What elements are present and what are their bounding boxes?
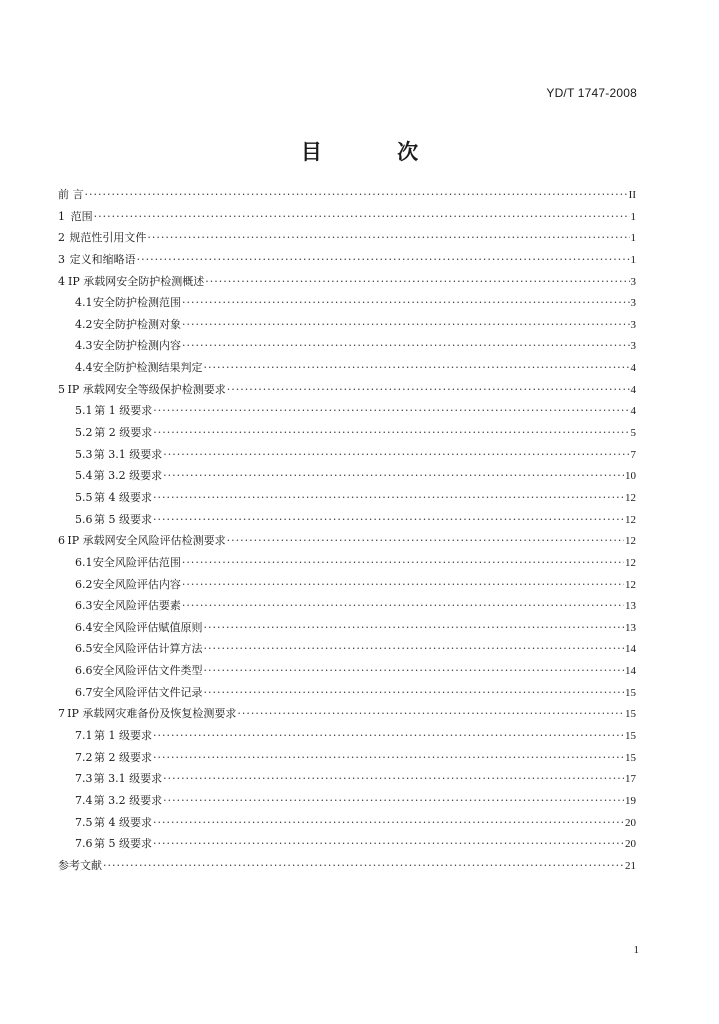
toc-entry-title: 第 4 级要求: [93, 815, 152, 829]
toc-entry[interactable]: [58, 790, 636, 812]
toc-entry-title: 安全风险评估范围: [92, 555, 181, 569]
toc-dot-leader: [163, 768, 624, 790]
toc-dot-leader: [163, 790, 624, 812]
toc-entry-title: 范围: [70, 209, 93, 223]
toc-entry-number: 5.4: [75, 469, 93, 483]
toc-entry-number: 5.1: [75, 404, 93, 418]
toc-entry-page: 3: [630, 340, 636, 353]
toc-entry-title: 前 言: [58, 188, 84, 201]
toc-entry-title: 安全防护检测内容: [93, 339, 182, 353]
toc-entry-title: 第 2 级要求: [93, 750, 152, 764]
toc-dot-leader: [163, 444, 629, 466]
toc-entry-page: 12: [625, 556, 636, 569]
toc-entry-page: II: [628, 189, 636, 201]
document-code: YD/T 1747-2008: [546, 86, 637, 100]
toc-dot-leader: [204, 638, 625, 660]
toc-entry[interactable]: [58, 703, 636, 725]
toc-dot-leader: [85, 184, 628, 206]
toc-dot-leader: [182, 314, 629, 336]
toc-entry[interactable]: [58, 638, 636, 660]
toc-entry-number: 5.2: [75, 426, 93, 440]
toc-dot-leader: [204, 617, 625, 639]
toc-dot-leader: [204, 660, 625, 682]
toc-entry[interactable]: [58, 400, 636, 422]
toc-entry-title: 安全防护检测结果判定: [92, 361, 203, 375]
toc-dot-leader: [153, 422, 629, 444]
toc-entry-title: 第 3.1 级要求: [93, 447, 163, 461]
toc-entry-page: 19: [625, 794, 636, 807]
toc-entry[interactable]: [58, 292, 636, 314]
toc-entry-title: 规范性引用文件: [69, 231, 147, 245]
toc-entry-title: IP 承载网灾难备份及恢复检测要求: [67, 707, 237, 721]
toc-dot-leader: [153, 812, 624, 834]
toc-entry-page: 21: [625, 859, 636, 872]
toc-dot-leader: [153, 725, 624, 747]
toc-entry[interactable]: [58, 574, 636, 596]
toc-entry-title: 定义和缩略语: [69, 252, 136, 266]
toc-entry-title: 安全防护检测对象: [93, 317, 182, 331]
toc-entry-number: 7.2: [75, 750, 93, 764]
toc-entry-number: 6.5: [75, 642, 93, 656]
toc-entry-page: 20: [625, 816, 636, 829]
table-of-contents: [58, 184, 636, 877]
toc-entry-page: 14: [625, 643, 636, 656]
toc-entry[interactable]: [58, 812, 636, 834]
toc-entry-page: 1: [630, 253, 636, 266]
toc-entry-title: 第 3.2 级要求: [93, 793, 163, 807]
toc-entry[interactable]: [58, 552, 636, 574]
toc-entry-page: 12: [625, 491, 636, 504]
toc-entry[interactable]: [58, 271, 636, 293]
page-title: 目 次: [300, 140, 453, 164]
toc-entry[interactable]: [58, 487, 636, 509]
toc-dot-leader: [205, 271, 629, 293]
toc-entry-page: 3: [630, 297, 636, 310]
toc-entry-title: 第 1 级要求: [93, 729, 152, 743]
toc-entry-number: 6.3: [75, 599, 93, 613]
toc-entry-page: 4: [630, 383, 636, 396]
toc-entry[interactable]: [58, 768, 636, 790]
toc-dot-leader: [153, 833, 624, 855]
toc-dot-leader: [204, 357, 630, 379]
toc-entry-number: 3: [58, 252, 65, 266]
toc-dot-leader: [137, 249, 630, 271]
toc-entry-page: 4: [630, 362, 636, 375]
toc-entry[interactable]: [58, 444, 636, 466]
toc-entry-number: 7.6: [75, 837, 93, 851]
toc-entry-title: 安全风险评估文件记录: [92, 685, 203, 699]
toc-entry-title: IP 承载网安全风险评估检测要求: [67, 534, 226, 548]
toc-entry-title: 安全风险评估赋值原则: [92, 620, 203, 634]
toc-entry[interactable]: [58, 855, 636, 877]
toc-entry[interactable]: [58, 465, 636, 487]
toc-entry[interactable]: [58, 314, 636, 336]
toc-entry-page: 15: [625, 686, 636, 699]
toc-dot-leader: [227, 379, 630, 401]
toc-entry-number: 4.3: [75, 339, 93, 353]
toc-dot-leader: [103, 855, 624, 877]
toc-dot-leader: [182, 595, 624, 617]
toc-dot-leader: [182, 292, 629, 314]
toc-entry-title: 安全风险评估文件类型: [92, 664, 203, 678]
toc-entry[interactable]: [58, 335, 636, 357]
toc-entry[interactable]: [58, 595, 636, 617]
toc-dot-leader: [147, 227, 629, 249]
toc-entry-page: 12: [625, 578, 636, 591]
toc-entry-title: 安全风险评估要素: [92, 599, 181, 613]
toc-entry-number: 1: [58, 209, 65, 223]
toc-entry-number: 2: [58, 231, 65, 245]
toc-entry-title: 第 5 级要求: [93, 512, 152, 526]
toc-entry-page: 4: [630, 405, 636, 418]
toc-entry-title: 第 2 级要求: [94, 426, 153, 440]
toc-entry-page: 17: [625, 773, 636, 786]
toc-entry-number: 6.6: [75, 664, 93, 678]
toc-entry-title: 第 3.1 级要求: [93, 772, 163, 786]
toc-entry[interactable]: [58, 725, 636, 747]
toc-entry[interactable]: [58, 530, 636, 552]
toc-entry[interactable]: [58, 422, 636, 444]
toc-entry-number: 6: [58, 534, 65, 548]
page-number: 1: [633, 944, 639, 956]
toc-entry-number: 4.1: [75, 296, 93, 310]
toc-entry[interactable]: [58, 357, 636, 379]
toc-dot-leader: [153, 509, 624, 531]
toc-entry-number: 5.5: [75, 490, 93, 504]
toc-entry-title: 第 3.2 级要求: [93, 469, 163, 483]
toc-dot-leader: [227, 530, 624, 552]
toc-entry[interactable]: [58, 617, 636, 639]
toc-dot-leader: [182, 552, 624, 574]
toc-entry-number: 7.5: [75, 815, 93, 829]
toc-entry-page: 1: [630, 232, 636, 245]
toc-dot-leader: [204, 682, 625, 704]
toc-entry[interactable]: [58, 249, 636, 271]
toc-entry-number: 7: [58, 707, 65, 721]
toc-entry[interactable]: [58, 660, 636, 682]
toc-entry-page: 20: [625, 838, 636, 851]
toc-entry[interactable]: [58, 833, 636, 855]
toc-entry-page: 12: [625, 535, 636, 548]
toc-entry-number: 6.7: [75, 685, 93, 699]
toc-entry-number: 6.2: [75, 577, 93, 591]
toc-entry[interactable]: [58, 509, 636, 531]
toc-entry-number: 4: [58, 274, 65, 288]
toc-entry-page: 15: [625, 730, 636, 743]
toc-dot-leader: [153, 400, 629, 422]
toc-entry-title: 参考文献: [58, 858, 102, 872]
toc-entry-page: 3: [630, 318, 636, 331]
toc-dot-leader: [182, 574, 624, 596]
toc-entry-page: 13: [625, 600, 636, 613]
toc-entry-page: 1: [630, 210, 636, 223]
toc-entry-title: IP 承载网安全等级保护检测要求: [67, 382, 226, 396]
toc-entry-number: 5.3: [75, 447, 93, 461]
toc-entry-title: 安全防护检测范围: [93, 296, 182, 310]
toc-entry-page: 10: [625, 470, 636, 483]
toc-entry-page: 14: [625, 665, 636, 678]
toc-entry-title: 安全风险评估计算方法: [92, 642, 203, 656]
toc-entry-title: 第 1 级要求: [94, 404, 153, 418]
toc-dot-leader: [163, 465, 624, 487]
toc-entry-title: IP 承载网安全防护检测概述: [68, 274, 205, 288]
toc-entry[interactable]: [58, 379, 636, 401]
toc-entry[interactable]: [58, 184, 636, 206]
toc-entry-title: 第 5 级要求: [93, 837, 152, 851]
toc-dot-leader: [94, 206, 630, 228]
toc-entry[interactable]: [58, 747, 636, 769]
toc-entry-number: 5: [58, 382, 65, 396]
toc-entry-number: 6.4: [75, 620, 93, 634]
toc-entry-number: 7.4: [75, 793, 93, 807]
toc-entry-number: 4.4: [75, 361, 93, 375]
toc-entry-page: 15: [625, 708, 636, 721]
toc-entry-number: 5.6: [75, 512, 93, 526]
toc-entry-page: 7: [630, 448, 636, 461]
toc-entry-number: 6.1: [75, 555, 93, 569]
toc-entry-title: 安全风险评估内容: [92, 577, 181, 591]
toc-entry-page: 12: [625, 513, 636, 526]
toc-entry-number: 7.3: [75, 772, 93, 786]
toc-entry[interactable]: [58, 227, 636, 249]
toc-entry[interactable]: [58, 206, 636, 228]
toc-dot-leader: [153, 747, 624, 769]
toc-entry-page: 15: [625, 751, 636, 764]
toc-entry-page: 13: [625, 621, 636, 634]
toc-entry-page: 5: [630, 427, 636, 440]
toc-entry[interactable]: [58, 682, 636, 704]
toc-entry-title: 第 4 级要求: [93, 490, 152, 504]
toc-entry-number: 4.2: [75, 317, 93, 331]
toc-dot-leader: [153, 487, 624, 509]
toc-dot-leader: [182, 335, 629, 357]
toc-entry-number: 7.1: [75, 729, 93, 743]
toc-entry-page: 3: [630, 275, 636, 288]
toc-dot-leader: [237, 703, 624, 725]
